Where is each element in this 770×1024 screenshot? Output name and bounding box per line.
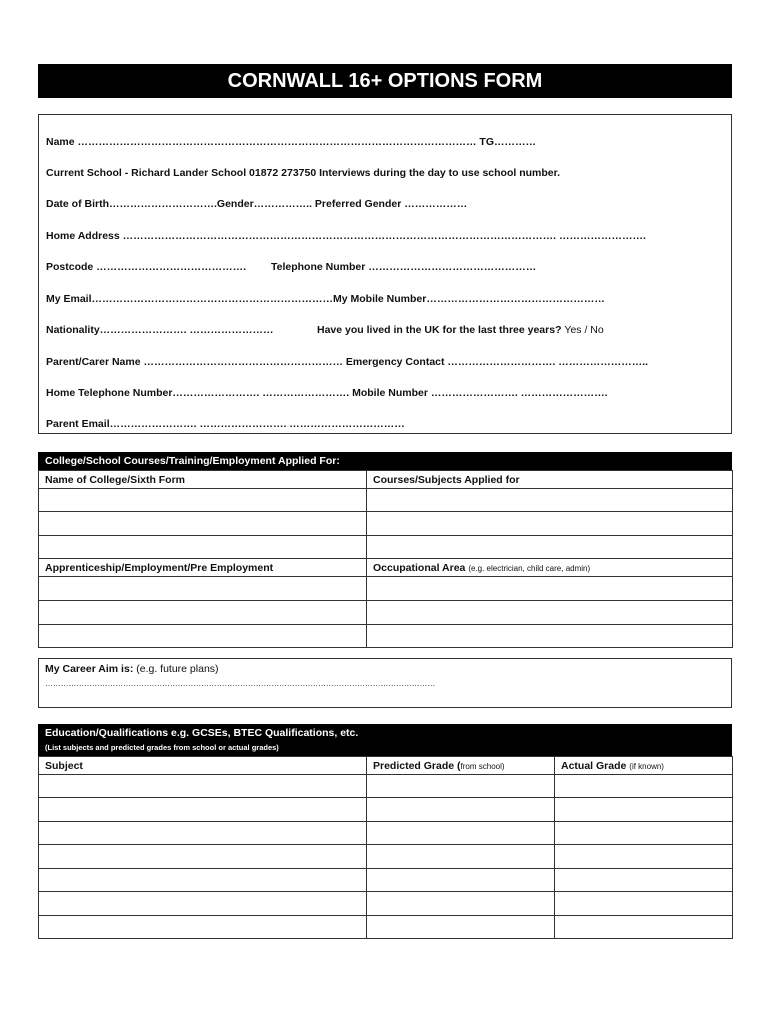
table-cell[interactable] (39, 625, 367, 648)
table-cell[interactable] (39, 845, 367, 869)
table-cell[interactable] (555, 845, 733, 869)
table-cell[interactable] (39, 601, 367, 625)
parent-email-field[interactable]: Parent Email……………………. ……………………. …………………………… (46, 418, 405, 430)
table-cell[interactable] (367, 869, 555, 892)
uk-residency-question[interactable] (317, 323, 604, 337)
courses-column-header: Courses/Subjects Applied for (367, 471, 733, 489)
table-cell[interactable] (39, 869, 367, 892)
parent-emergency-field[interactable]: Parent/Carer Name ………………………………………………… Emergency Contact …………………………. …………………….. (46, 356, 649, 368)
predicted-grade-header (367, 757, 555, 775)
career-aim-title: My Career Aim is: (45, 663, 134, 675)
predicted-grade-label: Predicted Grade ( (373, 759, 461, 772)
education-title: Education/Qualifications e.g. GCSEs, BTEC Qualifications, etc. (45, 727, 359, 739)
table-cell[interactable] (39, 798, 367, 822)
current-school-field[interactable]: Current School - Richard Lander School 01872 273750 Interviews during the day to use school number. (46, 167, 561, 179)
table-cell[interactable] (367, 845, 555, 869)
apprenticeship-column-header: Apprenticeship/Employment/Pre Employment (39, 559, 367, 577)
phone-mobile-field[interactable]: Home Telephone Number……………………. ……………………. Mobile Number ……………………. ……………………. (46, 387, 608, 399)
education-table (38, 756, 733, 939)
table-cell[interactable] (367, 916, 555, 939)
table-cell[interactable] (367, 822, 555, 845)
table-cell[interactable] (39, 892, 367, 916)
occupational-area-label: Occupational Area (373, 561, 466, 574)
occupational-area-hint: (e.g. electrician, child care, admin) (468, 563, 591, 573)
home-address-field[interactable]: Home Address ……………………………………………………………………………………………………………. ……………………. (46, 230, 646, 242)
table-cell[interactable] (367, 512, 733, 536)
courses-header: College/School Courses/Training/Employment Applied For: (38, 452, 732, 470)
career-aim-line[interactable]: …………………………………………………………………………………………………………………………………… (45, 679, 436, 688)
name-field[interactable]: Name …………………………………………………………………………………………………… TG………… (46, 136, 537, 148)
uk-residency-label: Have you lived in the UK for the last three years? (317, 324, 562, 336)
table-cell[interactable] (555, 822, 733, 845)
uk-residency-answer[interactable]: Yes / No (564, 324, 604, 336)
table-cell[interactable] (367, 601, 733, 625)
table-cell[interactable] (367, 577, 733, 601)
table-cell[interactable] (367, 536, 733, 559)
dob-gender-field[interactable]: Date of Birth………………………….Gender…………….. Preferred Gender ……………… (46, 198, 468, 210)
table-cell[interactable] (39, 577, 367, 601)
education-subtitle: (List subjects and predicted grades from school or actual grades) (45, 743, 279, 752)
personal-details-section (38, 114, 732, 434)
table-cell[interactable] (367, 798, 555, 822)
occupational-area-header (367, 559, 733, 577)
table-cell[interactable] (555, 916, 733, 939)
table-cell[interactable] (39, 775, 367, 798)
nationality-field[interactable]: Nationality……………………. …………………… (46, 324, 274, 336)
table-cell[interactable] (367, 489, 733, 512)
email-mobile-field[interactable]: My Email……………………………………………………………My Mobile Number…………………………………………… (46, 293, 605, 305)
predicted-grade-hint: from school) (460, 761, 505, 771)
table-cell[interactable] (39, 489, 367, 512)
actual-grade-hint: (if known) (629, 761, 664, 771)
table-cell[interactable] (555, 892, 733, 916)
table-cell[interactable] (39, 512, 367, 536)
table-cell[interactable] (367, 892, 555, 916)
table-cell[interactable] (39, 916, 367, 939)
form-title: CORNWALL 16+ OPTIONS FORM (38, 64, 732, 98)
telephone-field[interactable]: Telephone Number ………………………………………… (271, 261, 537, 273)
table-cell[interactable] (39, 822, 367, 845)
career-aim-hint: (e.g. future plans) (136, 663, 219, 675)
table-cell[interactable] (367, 775, 555, 798)
career-aim-label (45, 663, 219, 675)
subject-column-header: Subject (39, 757, 367, 775)
table-cell[interactable] (367, 625, 733, 648)
courses-table (38, 470, 733, 648)
table-cell[interactable] (555, 775, 733, 798)
table-cell[interactable] (39, 536, 367, 559)
actual-grade-label: Actual Grade (561, 759, 627, 772)
postcode-field[interactable]: Postcode ……………………………………. (46, 261, 247, 273)
education-header (38, 724, 732, 756)
table-cell[interactable] (555, 798, 733, 822)
actual-grade-header (555, 757, 733, 775)
career-aim-section[interactable] (38, 658, 732, 708)
college-column-header: Name of College/Sixth Form (39, 471, 367, 489)
table-cell[interactable] (555, 869, 733, 892)
